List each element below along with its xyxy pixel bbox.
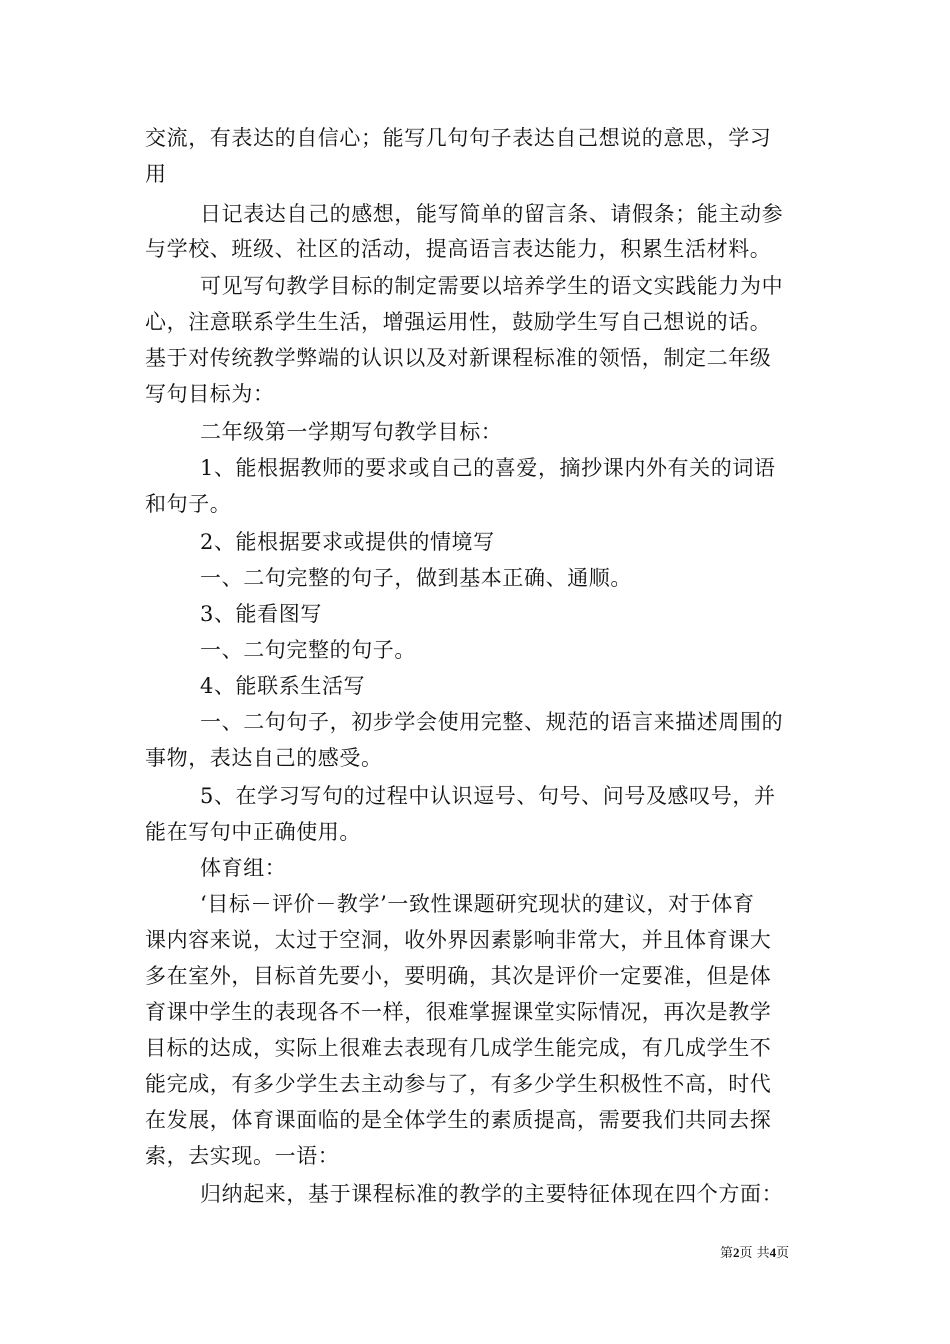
text-line: 交流，有表达的自信心；能写几句句子表达自己想说的意思，学习 bbox=[145, 126, 772, 150]
total-page-number: 4 bbox=[769, 1245, 777, 1260]
text-line: 一、二句句子，初步学会使用完整、规范的语言来描述周围的 bbox=[200, 710, 784, 734]
text-line: 心，注意联系学生生活，增强运用性，鼓励学生写自己想说的话。 bbox=[145, 310, 772, 334]
text-line: 索，去实现。一语： bbox=[145, 1144, 340, 1168]
text-line: 归纳起来，基于课程标准的教学的主要特征体现在四个方面： bbox=[200, 1182, 784, 1206]
text-line: 一、二句完整的句子。 bbox=[200, 638, 416, 662]
text-line: 4、能联系生活写 bbox=[200, 674, 366, 698]
footer-middle: 页 共 bbox=[739, 1246, 770, 1261]
footer-prefix: 第 bbox=[720, 1246, 734, 1261]
text-line: 可见写句教学目标的制定需要以培养学生的语文实践能力为中 bbox=[200, 274, 784, 298]
text-line: 基于对传统教学弊端的认识以及对新课程标准的领悟，制定二年级 bbox=[145, 346, 772, 370]
footer-suffix: 页 bbox=[776, 1246, 790, 1261]
text-line: 日记表达自己的感想，能写简单的留言条、请假条；能主动参 bbox=[200, 202, 784, 226]
text-line: 能完成，有多少学生去主动参与了，有多少学生积极性不高，时代 bbox=[145, 1072, 772, 1096]
text-line: 在发展，体育课面临的是全体学生的素质提高，需要我们共同去探 bbox=[145, 1108, 772, 1132]
text-line: 多在室外，目标首先要小，要明确，其次是评价一定要准，但是体 bbox=[145, 964, 772, 988]
text-line: 事物，表达自己的感受。 bbox=[145, 746, 383, 770]
text-line: 写句目标为： bbox=[145, 382, 275, 406]
text-line: 目标的达成，实际上很难去表现有几成学生能完成，有几成学生不 bbox=[145, 1036, 772, 1060]
text-line: 2、能根据要求或提供的情境写 bbox=[200, 530, 495, 554]
text-line: 1、能根据教师的要求或自己的喜爱，摘抄课内外有关的词语 bbox=[200, 456, 776, 480]
text-line: 和句子。 bbox=[145, 492, 232, 516]
current-page-number: 2 bbox=[733, 1245, 740, 1260]
text-line: 课内容来说，太过于空洞，收外界因素影响非常大，并且体育课大 bbox=[145, 928, 772, 952]
text-line: 能在写句中正确使用。 bbox=[145, 820, 361, 844]
page-number-footer bbox=[720, 1244, 789, 1263]
text-line: 二年级第一学期写句教学目标： bbox=[200, 420, 503, 444]
text-line: 3、能看图写 bbox=[200, 602, 322, 626]
text-line: 一、二句完整的句子，做到基本正确、通顺。 bbox=[200, 566, 632, 590]
text-line: 5、在学习写句的过程中认识逗号、句号、问号及感叹号，并 bbox=[200, 784, 776, 808]
text-line: 与学校、班级、社区的活动，提高语言表达能力，积累生活材料。 bbox=[145, 237, 772, 261]
text-line: 体育组： bbox=[200, 856, 287, 880]
text-line: 用 bbox=[145, 162, 167, 186]
text-line: 育课中学生的表现各不一样，很难掌握课堂实际情况，再次是教学 bbox=[145, 1000, 772, 1024]
text-line: ‘目标－评价－教学’一致性课题研究现状的建议，对于体育 bbox=[200, 892, 755, 916]
